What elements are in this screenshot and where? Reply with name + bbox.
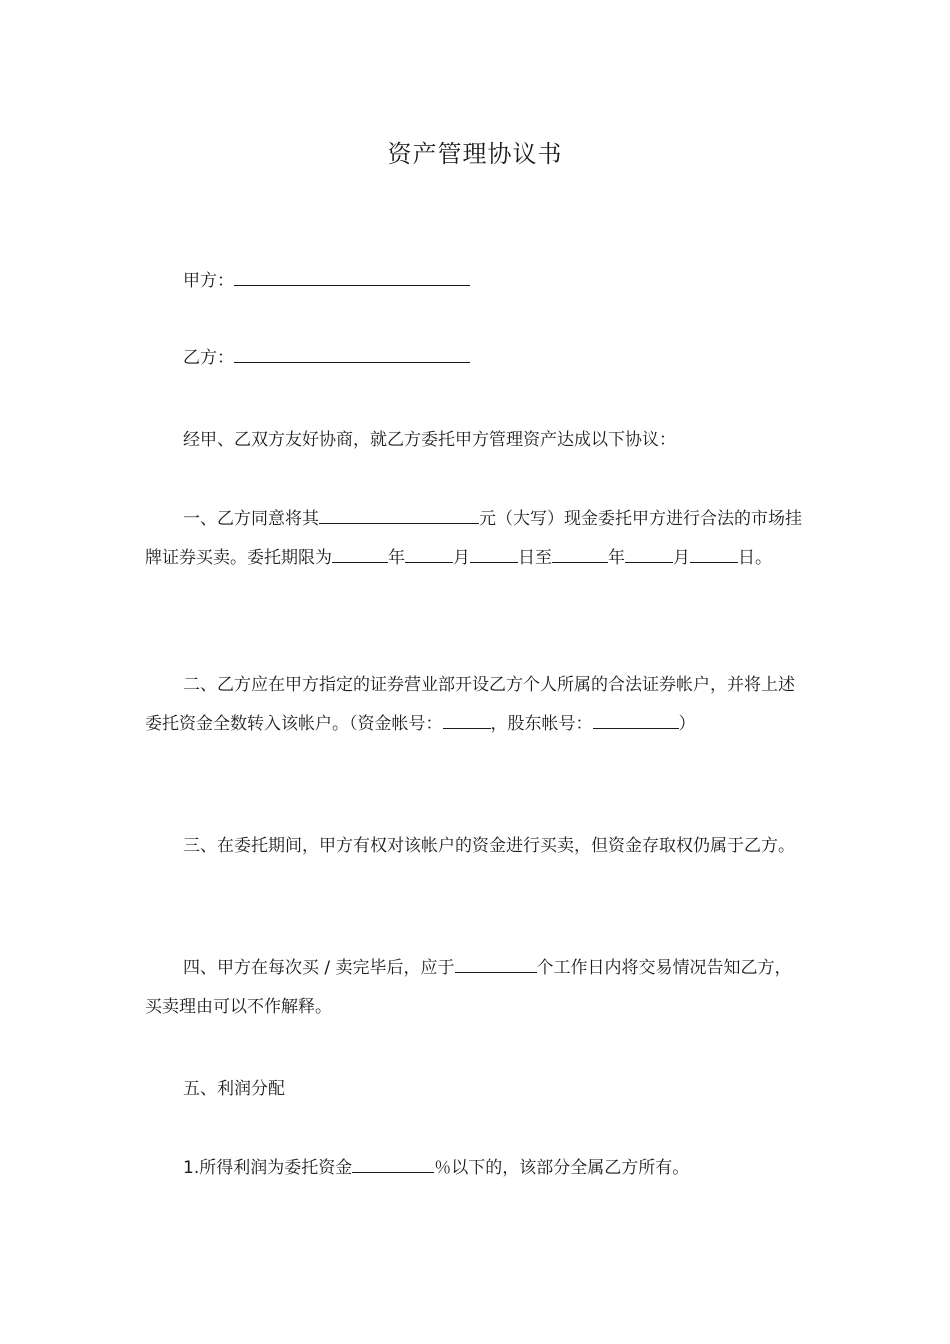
clause-2-text-a: 二、乙方应在甲方指定的证券营业部开设乙方个人所属的合法证券帐户，并将上述委托资金全数转入该帐户。（资金帐号： [145,675,795,734]
clause-1-text-h: 日。 [738,548,772,568]
start-day-blank [470,544,518,563]
clause-2-text-c: ） [678,714,696,734]
party-b-line [145,339,807,378]
party-a-line [145,262,807,301]
clause-1 [145,500,807,578]
clause-1-text-a: 一、乙方同意将其 [183,509,319,529]
end-year-blank [552,544,608,563]
shareholder-account-blank [593,710,679,729]
document-title: 资产管理协议书 [387,140,563,168]
party-b-label: 乙方： [183,348,234,368]
clause-1-text-c: 年 [388,548,405,568]
workdays-blank [455,954,537,973]
clause-4-text-a: 四、甲方在每次买 / 卖完毕后，应于 [183,958,455,978]
party-b-blank [234,344,470,363]
clause-2-text-b: ，股东帐号： [490,714,593,734]
intro-paragraph: 经甲、乙双方友好协商，就乙方委托甲方管理资产达成以下协议： [183,430,676,450]
clause-5-heading: 五、利润分配 [183,1079,285,1099]
clause-1-text-e: 日至 [518,548,552,568]
fund-account-blank [443,710,491,729]
party-a-label: 甲方： [183,271,234,291]
amount-blank [319,505,479,524]
clause-1-text-f: 年 [608,548,625,568]
clause-1-text-d: 月 [453,548,470,568]
start-year-blank [332,544,388,563]
clause-4 [145,949,807,1027]
clause-3: 三、在委托期间，甲方有权对该帐户的资金进行买卖，但资金存取权仍属于乙方。 [183,836,795,856]
clause-4-text-b: 个工作日内将交易情况告知乙方，买卖理由可以不作解释。 [145,958,792,1017]
clause-1-text-g: 月 [673,548,690,568]
start-month-blank [405,544,453,563]
clause-1-text-b: 元（大写）现金委托甲方进行合法的市场挂牌证券买卖。委托期限为 [145,509,802,568]
clause-2 [145,666,807,744]
party-a-blank [234,267,470,286]
end-month-blank [625,544,673,563]
profit-percent-blank [352,1154,434,1173]
clause-5-1-text-b: ％以下的，该部分全属乙方所有。 [434,1158,690,1178]
end-day-blank [690,544,738,563]
clause-5-1-text-a: 1.所得利润为委托资金 [183,1158,353,1178]
clause-5-item-1 [145,1149,807,1188]
